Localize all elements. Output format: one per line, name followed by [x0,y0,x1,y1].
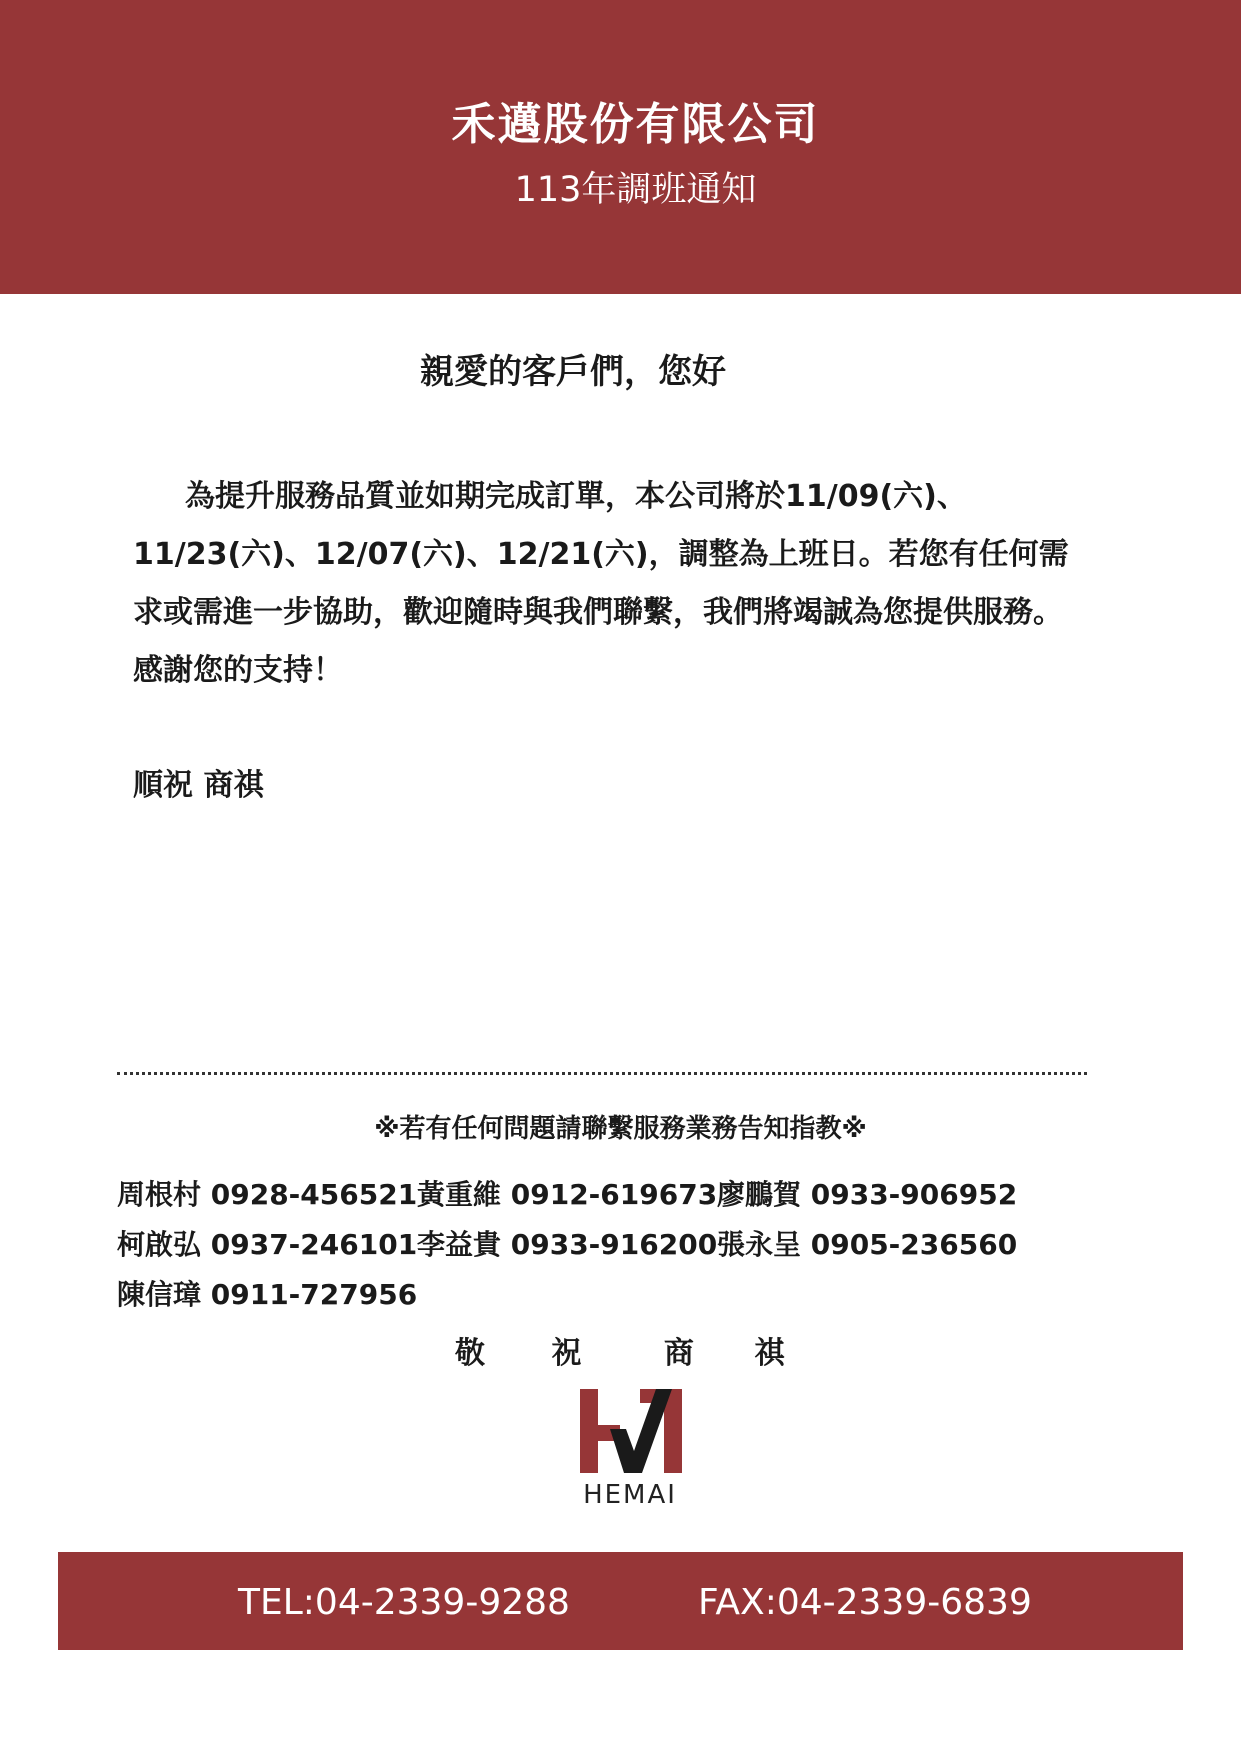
contact-entry: 陳信璋 0911-727956 [117,1278,418,1311]
notice-title: 113年調班通知 [514,170,757,210]
regards-char: 祺 [754,1336,785,1371]
contact-row [117,1170,1017,1220]
footer-banner [58,1552,1183,1650]
header-banner [0,0,1241,294]
regards-char: 敬 [455,1336,485,1371]
contact-entry: 黃重維 0912-619673 [417,1178,718,1211]
contact-entry: 張永呈 0905-236560 [717,1228,1018,1261]
regards-char: 商 [663,1336,694,1371]
closing-salutation: 順祝 商祺 [133,768,264,803]
company-name: 禾邁股份有限公司 [451,99,820,150]
telephone-number: TEL:04-2339-9288 [238,1582,570,1623]
logo-text: HEMAI [583,1480,677,1510]
notice-body [133,468,1193,700]
body-line-2: 11/23(六)、12/07(六)、12/21(六)，調整為上班日。若您有任何需 [133,537,1069,572]
regards [455,1328,784,1372]
body-line-4: 感謝您的支持！ [133,653,343,688]
contact-note: ※若有任何問題請聯繫服務業務告知指教※ [374,1114,867,1144]
dotted-divider [117,1072,1087,1075]
contact-row [117,1270,1017,1320]
greeting: 親愛的客戶們，您好 [420,352,726,392]
regards-char: 祝 [551,1336,582,1371]
contact-entry: 李益貴 0933-916200 [417,1228,718,1261]
contact-entry: 周根村 0928-456521 [117,1178,418,1211]
contact-entry: 柯啟弘 0937-246101 [117,1228,418,1261]
body-line-1: 為提升服務品質並如期完成訂單，本公司將於11/09(六)、 [185,479,967,514]
contact-entry: 廖鵬賀 0933-906952 [717,1178,1018,1211]
contact-list [117,1170,1017,1320]
contact-row [117,1220,1017,1270]
fax-number: FAX:04-2339-6839 [698,1582,1032,1623]
body-line-3: 求或需進一步協助，歡迎隨時與我們聯繫，我們將竭誠為您提供服務。 [133,595,1063,630]
